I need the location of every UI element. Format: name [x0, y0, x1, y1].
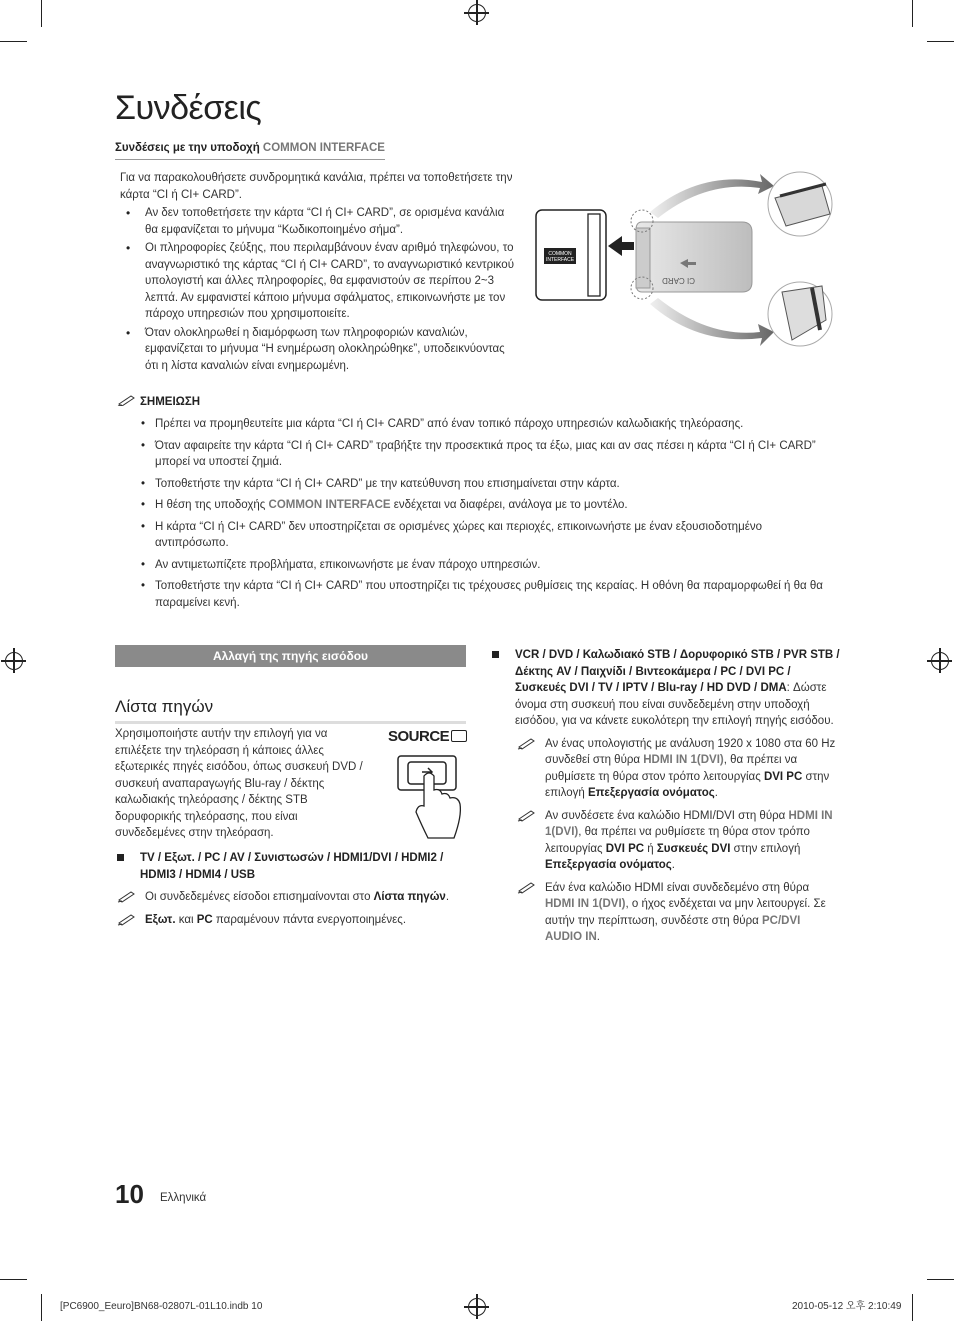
- file-info: [PC6900_Eeuro]BN68-02807L-01L10.indb 10: [60, 1301, 263, 1312]
- list-item: • Αν δεν τοποθετήσετε την κάρτα “CI ή CI+ CARD”, σε ορισμένα κανάλια θα εμφανίζεται το μήνυμα “Κωδικοποιημένο σήμα”.: [120, 205, 520, 238]
- note-header: ΣΗΜΕΙΩΣΗ: [117, 394, 200, 411]
- note-item: Εξωτ. και PC παραμένουν πάντα ενεργοποιημένες.: [115, 912, 455, 929]
- source-icon: [451, 730, 467, 742]
- registration-mark-icon: [931, 652, 949, 670]
- source-list-heading: Λίστα πηγών: [115, 695, 466, 724]
- ci-card-insertion-illustration: [530, 170, 840, 350]
- pencil-note-icon: [515, 808, 537, 822]
- note-item: Οι συνδεδεμένες είσοδοι επισημαίνονται στο Λίστα πηγών.: [115, 889, 455, 906]
- source-button-label: SOURCE: [388, 728, 450, 745]
- section-bar: Αλλαγή της πηγής εισόδου: [115, 645, 466, 667]
- pencil-note-icon: [117, 394, 137, 406]
- intro-block: [120, 170, 520, 374]
- sources-list: TV / Εξωτ. / PC / AV / Συνιστωσών / HDMI1/DVI / HDMI2 / HDMI3 / HDMI4 / USB: [115, 850, 455, 883]
- crop-mark: [41, 0, 42, 27]
- note-item: Εάν ένα καλώδιο HDMI είναι συνδεδεμένο στη θύρα HDMI IN 1(DVI), ο ήχος ενδέχεται να μην λειτουργεί. Σε αυτήν την περίπτωση, συνδέστε στη θύρα PC/DVI AUDIO IN.: [515, 880, 840, 946]
- page-number: 10: [115, 1179, 144, 1209]
- source-button-illustration: [388, 729, 468, 851]
- list-item: • Τοποθετήστε την κάρτα “CI ή CI+ CARD” με την κατεύθυνση που επισημαίνεται στην κάρτα.: [140, 476, 830, 493]
- device-names-item: VCR / DVD / Καλωδιακό STB / Δορυφορικό STB / PVR STB / Δέκτης AV / Παιχνίδι / Βιντεοκάμερα / PC / DVI PC / Συσκευές DVI / TV / IPTV / Blu-ray / HD DVD / DMA: Δώστε όνομα στη συσκευή που είναι συνδεδεμένη στην υποδοχή εισόδου, για να κάνετε ευκολότερη την επιλογή πηγής εισόδου.: [490, 647, 840, 730]
- list-item: • Οι πληροφορίες ζεύξης, που περιλαμβάνουν έναν αριθμό τηλεφώνου, το αναγνωριστικό της κάρτας “CI ή CI+ CARD”, το αναγνωριστικό κεντρικού υπολογιστή και άλλες πληροφορίες, θα εμφανιστούν σε περίπου 2~3 λεπτά. Αν εμφανιστεί κάποιο μήνυμα σφάλματος, επικοινωνήστε με τον πάροχο υπηρεσιών που χρησιμοποιείτε.: [120, 240, 520, 323]
- notes-list: [140, 416, 830, 616]
- list-item: • Όταν αφαιρείτε την κάρτα “CI ή CI+ CARD” τραβήξτε την προσεκτικά προς τα έξω, μιας και αν σας πέσει η κάρτα “CI ή CI+ CARD” μπορεί να υποστεί ζημιά.: [140, 438, 830, 471]
- section-subheading: Συνδέσεις με την υποδοχή COMMON INTERFACE: [115, 140, 385, 160]
- list-item: • Η θέση της υποδοχής COMMON INTERFACE ενδέχεται να διαφέρει, ανάλογα με το μοντέλο.: [140, 497, 830, 514]
- language-label: Ελληνικά: [160, 1192, 207, 1204]
- crop-mark: [927, 1279, 954, 1280]
- crop-mark: [0, 1279, 27, 1280]
- print-date: 2010-05-12 오후 2:10:49: [792, 1301, 902, 1312]
- registration-mark-icon: [468, 1298, 486, 1316]
- device-names-block: [490, 647, 840, 946]
- pencil-note-icon: [515, 880, 537, 894]
- list-item: • Η κάρτα “CI ή CI+ CARD” δεν υποστηρίζεται σε ορισμένες χώρες και περιοχές, επικοινωνήστε με έναν εξουσιοδοτημένο αντιπρόσωπο.: [140, 519, 830, 552]
- crop-mark: [912, 1294, 913, 1321]
- source-list-text: Χρησιμοποιήστε αυτήν την επιλογή για να επιλέξετε την τηλεόραση ή κάποιες άλλες εξωτερικές πηγές εισόδου, όπως συσκευή DVD / συσκευή αναπαραγωγής Blu-ray / δέκτης καλωδιακής τηλεόρασης / δέκτης STB δορυφορικής τηλεόρασης, που είναι συνδεδεμένες στην τηλεόραση.: [115, 728, 363, 839]
- registration-mark-icon: [468, 4, 486, 22]
- slot-label: COMMON: [548, 251, 572, 257]
- registration-mark-icon: [5, 652, 23, 670]
- pencil-note-icon: [115, 912, 137, 926]
- pencil-note-icon: [515, 736, 537, 750]
- list-item: • Όταν ολοκληρωθεί η διαμόρφωση των πληροφοριών καναλιών, εμφανίζεται το μήνυμα “Η ενημέρωση ολοκληρώθηκε”, υποδεικνύοντας ότι η λίστα καναλιών είναι ενημερωμένη.: [120, 325, 520, 375]
- crop-mark: [41, 1294, 42, 1321]
- crop-mark: [0, 41, 27, 42]
- hand-pressing-icon: [388, 746, 468, 846]
- list-item: • Τοποθετήστε την κάρτα “CI ή CI+ CARD” που υποστηρίζει τις τρέχουσες ρυθμίσεις της κεραίας. Η οθόνη θα παραμορφωθεί ή θα θα παραμείνει κενή.: [140, 578, 830, 611]
- list-item: • Πρέπει να προμηθευτείτε μια κάρτα “CI ή CI+ CARD” από έναν τοπικό πάροχο υπηρεσιών καλωδιακής τηλεόρασης.: [140, 416, 830, 433]
- pencil-note-icon: [115, 889, 137, 903]
- crop-mark: [912, 0, 913, 27]
- note-item: Αν συνδέσετε ένα καλώδιο HDMI/DVI στη θύρα HDMI IN 1(DVI), θα πρέπει να ρυθμίσετε τη θύρα στον τρόπο λειτουργίας DVI PC ή Συσκευές DVI στην επιλογή Επεξεργασία ονόματος.: [515, 808, 840, 874]
- sources-block: [115, 850, 455, 928]
- crop-mark: [927, 41, 954, 42]
- page-title: Συνδέσεις: [115, 89, 262, 127]
- intro-text: Για να παρακολουθήσετε συνδρομητικά κανάλια, πρέπει να τοποθετήσετε την κάρτα “CI ή CI+ CARD”.: [120, 172, 513, 201]
- list-item: • Αν αντιμετωπίζετε προβλήματα, επικοινωνήστε με έναν πάροχο υπηρεσιών.: [140, 557, 830, 574]
- card-label: CI CARD: [662, 276, 695, 285]
- slot-label: INTERFACE: [545, 257, 575, 263]
- note-item: Αν ένας υπολογιστής με ανάλυση 1920 x 1080 στα 60 Hz συνδεθεί στη θύρα HDMI IN 1(DVI), θα πρέπει να ρυθμίσετε τη θύρα στον τρόπο λειτουργίας DVI PC στην επιλογή Επεξεργασία ονόματος.: [515, 736, 840, 802]
